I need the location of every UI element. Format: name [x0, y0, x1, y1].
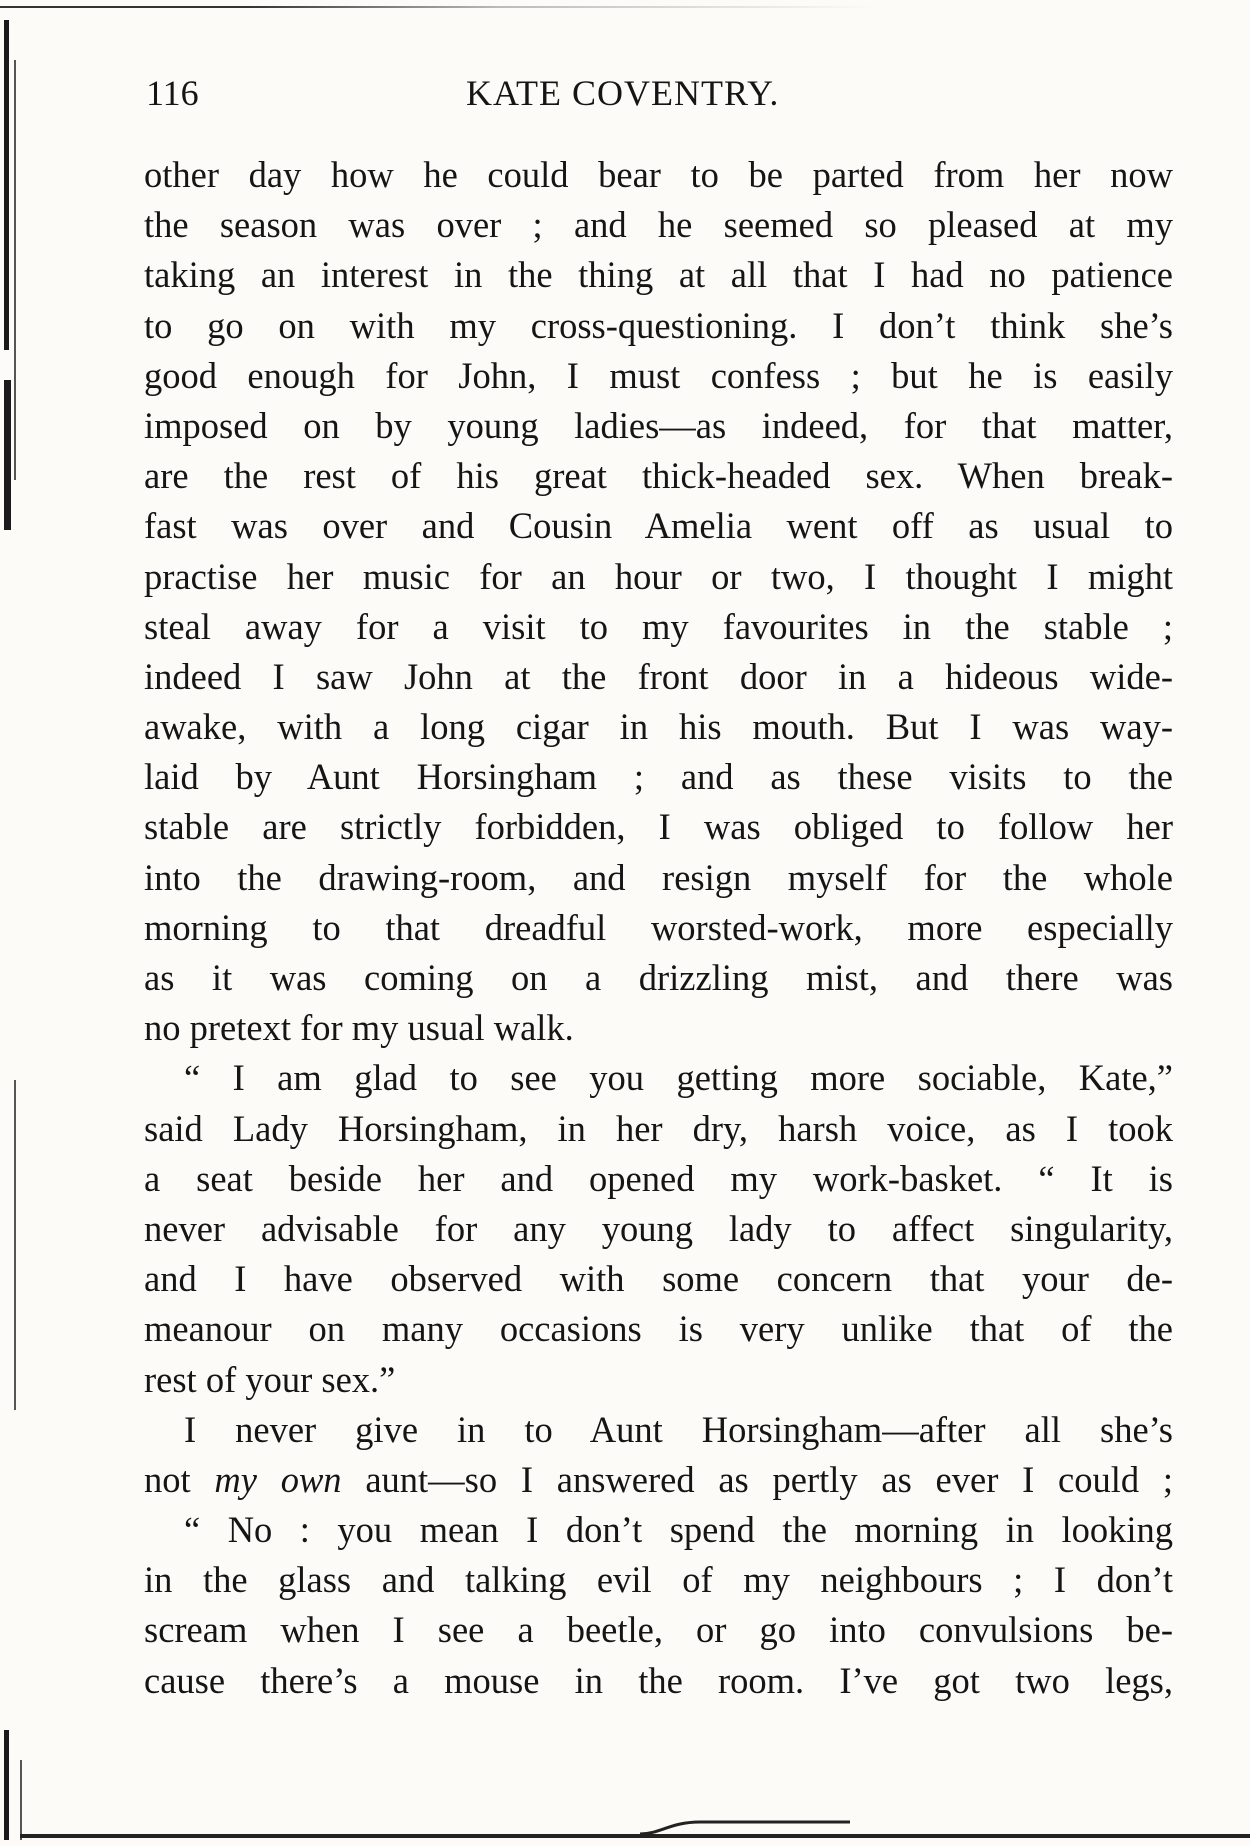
text-line: imposed on by young ladies—as indeed, for that matter, — [144, 404, 1173, 446]
text-line: “ No : you mean I don’t spend the morning in looking — [184, 1509, 1173, 1551]
text-line: I never give in to Aunt Horsingham—after all she’s — [184, 1408, 1173, 1450]
text-line-with-italic — [144, 1455, 1173, 1505]
text-line: are the rest of his great thick-headed sex. When break- — [144, 455, 1173, 497]
text-line: good enough for John, I must confess ; but he is easily — [144, 354, 1173, 396]
text-line: scream when I see a beetle, or go into convulsions be- — [144, 1609, 1173, 1651]
text-line: stable are strictly forbidden, I was obliged to follow her — [144, 806, 1173, 848]
text-line: into the drawing-room, and resign myself for the whole — [144, 856, 1173, 898]
text-segment: not — [144, 1458, 215, 1500]
scan-edge-top — [0, 6, 1250, 8]
text-line: as it was coming on a drizzling mist, and there was — [144, 957, 1173, 998]
text-line: laid by Aunt Horsingham ; and as these visits to the — [144, 756, 1173, 798]
text-line: a seat beside her and opened my work-basket. “ It is — [144, 1157, 1173, 1199]
text-line: taking an interest in the thing at all that I had no patience — [144, 254, 1173, 296]
text-line: awake, with a long cigar in his mouth. But I was way- — [144, 706, 1173, 748]
text-line: cause there’s a mouse in the room. I’ve got two legs, — [144, 1659, 1173, 1701]
text-line: and I have observed with some concern that your de- — [144, 1258, 1173, 1300]
text-line: rest of your sex.” — [144, 1358, 396, 1400]
text-segment: aunt—so I answered as pertly as ever I could ; — [341, 1458, 1173, 1500]
text-line: practise her music for an hour or two, I thought I might — [144, 555, 1173, 597]
text-line: the season was over ; and he seemed so pleased at my — [144, 204, 1173, 246]
text-line: to go on with my cross-questioning. I don’t think she’s — [144, 304, 1173, 346]
text-line: “ I am glad to see you getting more sociable, Kate,” — [184, 1057, 1173, 1099]
text-line: other day how he could bear to be parted from her now — [144, 154, 1173, 195]
text-line: in the glass and talking evil of my neighbours ; I don’t — [144, 1559, 1173, 1601]
text-line: said Lady Horsingham, in her dry, harsh voice, as I took — [144, 1107, 1173, 1149]
text-line: steal away for a visit to my favourites in the stable ; — [144, 605, 1173, 647]
text-line: no pretext for my usual walk. — [144, 1007, 574, 1049]
page-body-text — [144, 150, 1173, 1706]
bottom-rule — [20, 1834, 1250, 1838]
page-number: 116 — [146, 73, 199, 113]
scan-edge-left — [0, 0, 30, 1846]
italic-emphasis: my own — [214, 1458, 342, 1500]
text-line: meanour on many occasions is very unlike that of the — [144, 1308, 1173, 1350]
running-title: KATE COVENTRY. — [466, 73, 780, 113]
text-line: indeed I saw John at the front door in a hideous wide- — [144, 655, 1173, 697]
page-header — [146, 72, 1173, 124]
text-line: morning to that dreadful worsted-work, more especially — [144, 906, 1173, 948]
text-line: fast was over and Cousin Amelia went off as usual to — [144, 505, 1173, 547]
text-line: never advisable for any young lady to affect singularity, — [144, 1207, 1173, 1249]
